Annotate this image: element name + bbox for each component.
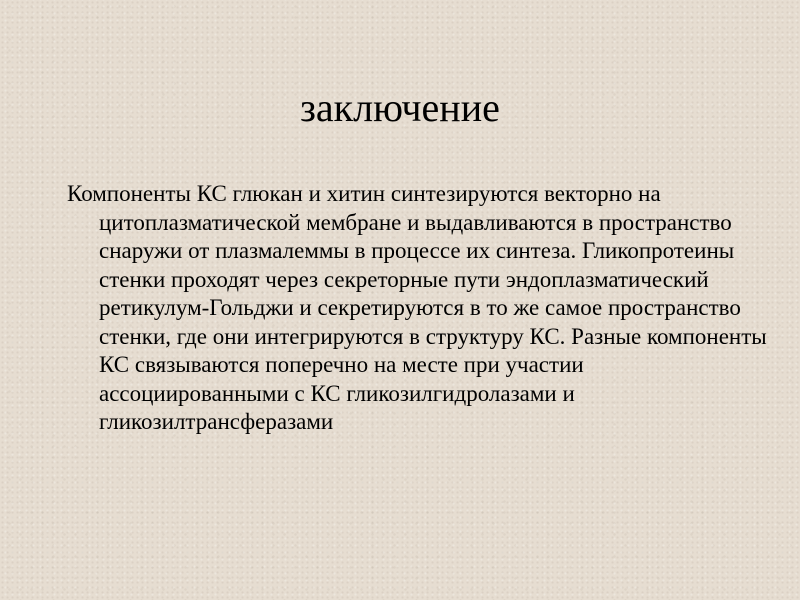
- slide-body-text: Компоненты КС глюкан и хитин синтезируются векторно на цитоплазматической мембране и выдавливаются в пространство снаружи от плазмалеммы в процессе их синтеза. Гликопротеины стенки проходят через секреторные пути эндоплазматический ретикулум-Гольджи и секретируются в то же самое пространство стенки, где они интегрируются в структуру КС. Разные компоненты КС связываются поперечно на месте при участии ассоциированными с КС гликозилгидролазами и гликозилтрансферазами: [67, 181, 767, 434]
- slide-title: заключение: [300, 85, 500, 130]
